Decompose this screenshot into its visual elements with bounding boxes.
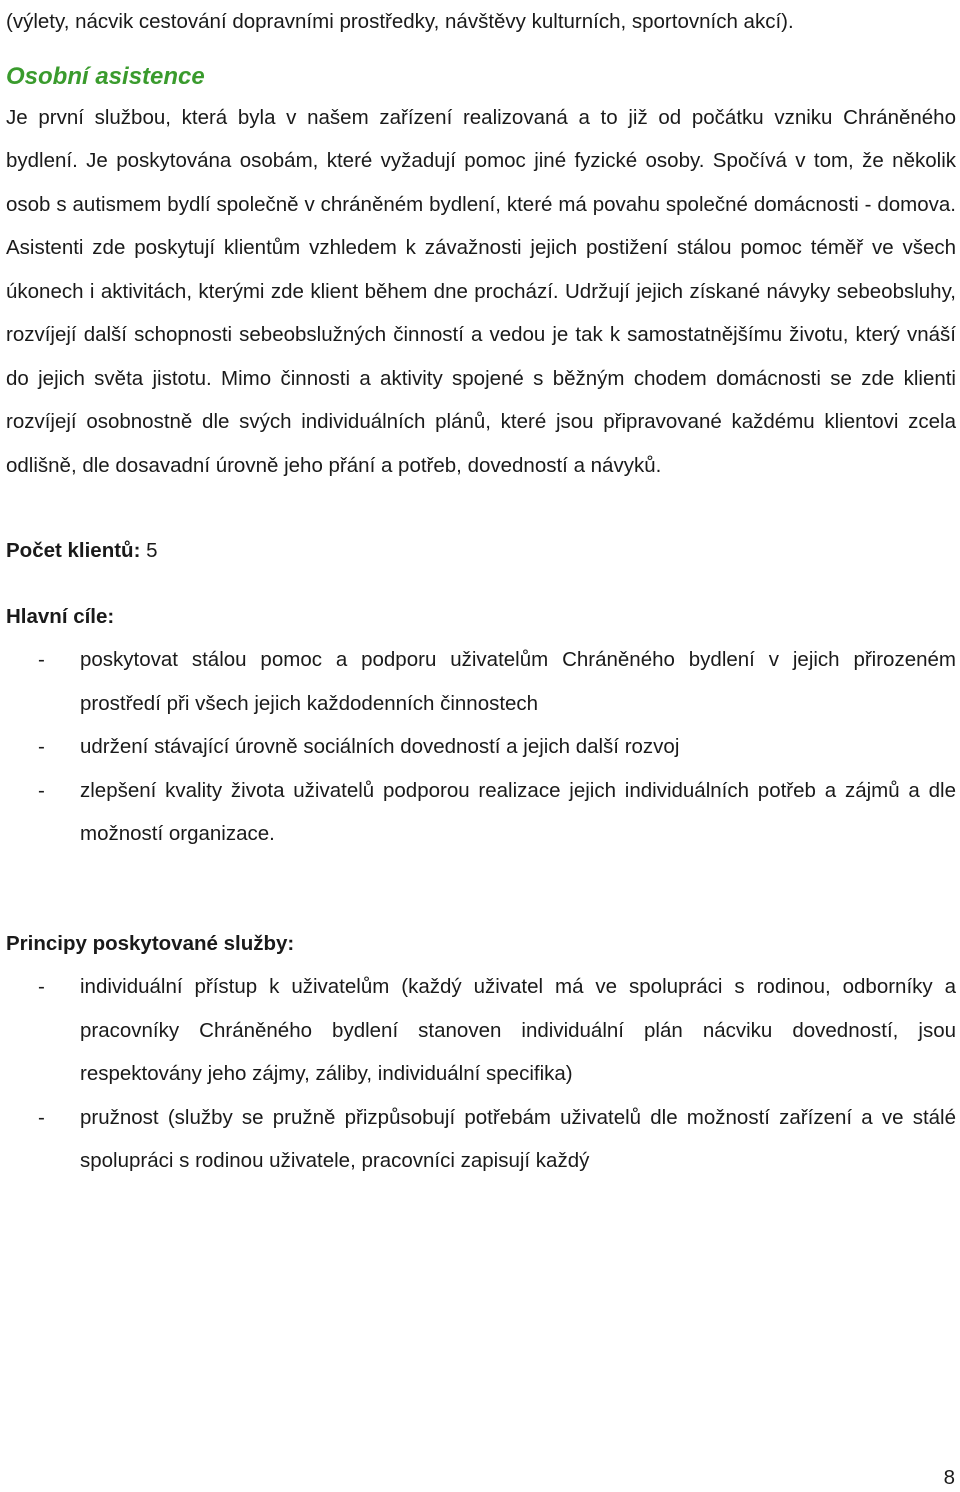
principles-heading bbox=[6, 922, 956, 966]
list-item bbox=[6, 769, 956, 856]
section-title: Osobní asistence bbox=[6, 62, 205, 90]
client-count-value: 5 bbox=[146, 539, 158, 562]
list-item-text: pružnost (služby se pružně přizpůsobují potřebám uživatelů dle možností zařízení a ve stálé spolupráci s rodinou uživatele, pracovníci zapisují každý bbox=[80, 1105, 956, 1172]
page-number: 8 bbox=[943, 1466, 955, 1489]
intro-paragraph: (výlety, nácvik cestování dopravními prostředky, návštěvy kulturních, sportovních akcí). bbox=[6, 10, 794, 33]
dash-bullet: - bbox=[38, 778, 45, 802]
list-item bbox=[6, 1096, 956, 1183]
client-count-label: Počet klientů: bbox=[6, 539, 141, 562]
dash-bullet: - bbox=[38, 735, 45, 758]
principles-heading-text: Principy poskytované služby: bbox=[6, 931, 295, 955]
dash-bullet: - bbox=[38, 648, 45, 671]
list-item-text: zlepšení kvality života uživatelů podporou realizace jejich individuálních potřeb a zájmů a dle možností organizace. bbox=[80, 778, 956, 845]
client-count bbox=[6, 529, 956, 573]
goals-list bbox=[6, 638, 956, 856]
dash-bullet: - bbox=[38, 1105, 45, 1129]
dash-bullet: - bbox=[38, 975, 45, 998]
goals-heading-text: Hlavní cíle: bbox=[6, 604, 115, 628]
document-page bbox=[6, 0, 956, 1183]
section-body-paragraph: Je první službou, která byla v našem zařízení realizovaná a to již od počátku vzniku Chráněného bydlení. Je poskytována osobám, které vyžadují pomoc jiné fyzické osoby. Spočívá v tom, že několik osob s autismem bydlí společně v chráněném bydlení, které má povahu společné domácnosti - domova. Asistenti zde poskytují klientům vzhledem k závažnosti jejich postižení stálou pomoc téměř ve všech úkonech i aktivitách, kterými zde klient během dne prochází. Udržují jejich získané návyky sebeobsluhy, rozvíjejí další schopnosti sebeobslužných činností a vedou je tak k samostatnějšímu životu, který vnáší do jejich světa jistotu. Mimo činnosti a aktivity spojené s běžným chodem domácnosti se zde klienti rozvíjejí osobnostně dle svých individuálních plánů, které jsou připravované každému klientovi zcela odlišně, dle dosavadní úrovně jeho přání a potřeb, dovedností a návyků. bbox=[6, 105, 956, 477]
principles-list bbox=[6, 965, 956, 1183]
list-item-text: individuální přístup k uživatelům (každý uživatel má ve spolupráci s rodinou, odborníky a pracovníky Chráněného bydlení stanoven individuální plán nácviku dovedností, jsou respektovány jeho zájmy, záliby, individuální specifika) bbox=[80, 975, 956, 1085]
list-item-text: udržení stávající úrovně sociálních dovedností a jejich další rozvoj bbox=[80, 735, 680, 758]
list-item-text: poskytovat stálou pomoc a podporu uživatelům Chráněného bydlení v jejich přirozeném prostředí při všech jejich každodenních činnostech bbox=[80, 648, 956, 715]
goals-heading bbox=[6, 595, 956, 639]
list-item bbox=[6, 638, 956, 725]
list-item bbox=[6, 965, 956, 1096]
list-item bbox=[6, 725, 956, 769]
